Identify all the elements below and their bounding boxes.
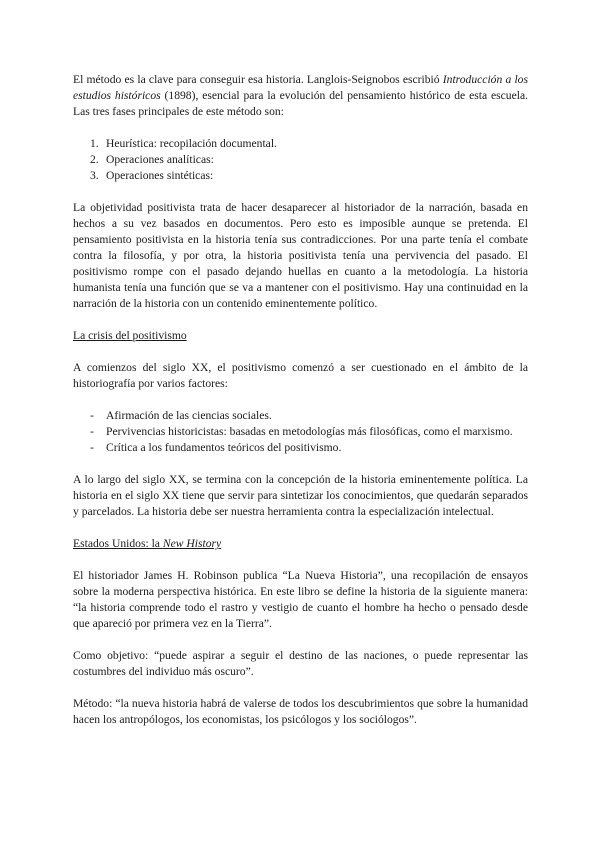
list-dash: -: [90, 409, 94, 422]
heading-plain-text: Estados Unidos: la: [73, 537, 163, 550]
list-item: [73, 136, 528, 152]
method-paragraph: Método: “la nueva historia habrá de valerse de todos los descubrimientos que sobre la humanidad hacen los antropólogos, los economistas, los psicólogos y los sociólogos”.: [73, 697, 528, 726]
list-item-text: Afirmación de las ciencias sociales.: [106, 409, 272, 422]
list-dash: -: [90, 425, 94, 438]
list-item-text: Heurística: recopilación documental.: [106, 137, 277, 150]
document-page: [73, 72, 528, 728]
list-item: [73, 424, 528, 440]
section-heading-new-history: [73, 536, 528, 552]
intro-text-a: El método es la clave para conseguir esa historia. Langlois-Seignobos escribió: [73, 73, 443, 86]
list-item-text: Operaciones analíticas:: [106, 153, 214, 166]
book-title: Introducción a los estudios históricos: [73, 73, 528, 102]
objective-paragraph: Como objetivo: “puede aspirar a seguir el destino de las naciones, o puede representar las costumbres del individuo más oscuro”.: [73, 649, 528, 678]
crisis-factors-list: [73, 408, 528, 456]
list-item-text: Operaciones sintéticas:: [106, 169, 214, 182]
list-item: [73, 408, 528, 424]
list-item: [73, 152, 528, 168]
heading-italic-text: New History: [162, 537, 222, 550]
list-number: 2.: [90, 153, 99, 166]
objectivity-paragraph: La objetividad positivista trata de hacer desaparecer al historiador de la narración, basada en hechos a su vez basados en documentos. Pero esto es imposible aunque se pretenda. El pensamiento positivista en la historia tenía sus contradicciones. Por una parte tenía el combate contra la filosofía, y por otra, la historia positivista tenía una pervivencia del pasado. El positivismo rompe con el pasado dejando huellas en cuanto a la metodología. La historia humanista tenía una función que se va a mantener con el positivismo. Hay una continuidad en la narración de la historia con un contenido eminentemente político.: [73, 201, 528, 310]
method-phases-list: [73, 136, 528, 184]
robinson-paragraph: El historiador James H. Robinson publica “La Nueva Historia”, una recopilación de ensayos sobre la moderna perspectiva histórica. En este libro se define la historia de la siguiente manera: “la historia comprende todo el rastro y vestigio de cuanto el hombre ha hecho o pensado desde que apareció por primera vez en la Tierra”.: [73, 569, 528, 630]
list-number: 1.: [90, 137, 99, 150]
list-item: [73, 440, 528, 456]
section-heading-crisis: La crisis del positivismo: [73, 329, 187, 342]
list-item-text: Crítica a los fundamentos teóricos del positivismo.: [106, 441, 342, 454]
intro-text-b: (1898), esencial para la evolución del pensamiento histórico de esta escuela. Las tres fases principales de este método son:: [73, 89, 528, 118]
list-item: [73, 168, 528, 184]
crisis-closing-paragraph: A lo largo del siglo XX, se termina con la concepción de la historia eminentemente política. La historia en el siglo XX tiene que servir para sintetizar los conocimientos, que quedarán separados y parcelados. La historia debe ser nuestra herramienta contra la especialización intelectual.: [73, 473, 528, 518]
list-item-text: Pervivencias historicistas: basadas en metodologías más filosóficas, como el marxismo.: [106, 425, 513, 438]
crisis-intro-paragraph: A comienzos del siglo XX, el positivismo comenzó a ser cuestionado en el ámbito de la historiografía por varios factores:: [73, 361, 528, 390]
list-number: 3.: [90, 169, 99, 182]
list-dash: -: [90, 441, 94, 454]
intro-paragraph: [73, 72, 528, 120]
